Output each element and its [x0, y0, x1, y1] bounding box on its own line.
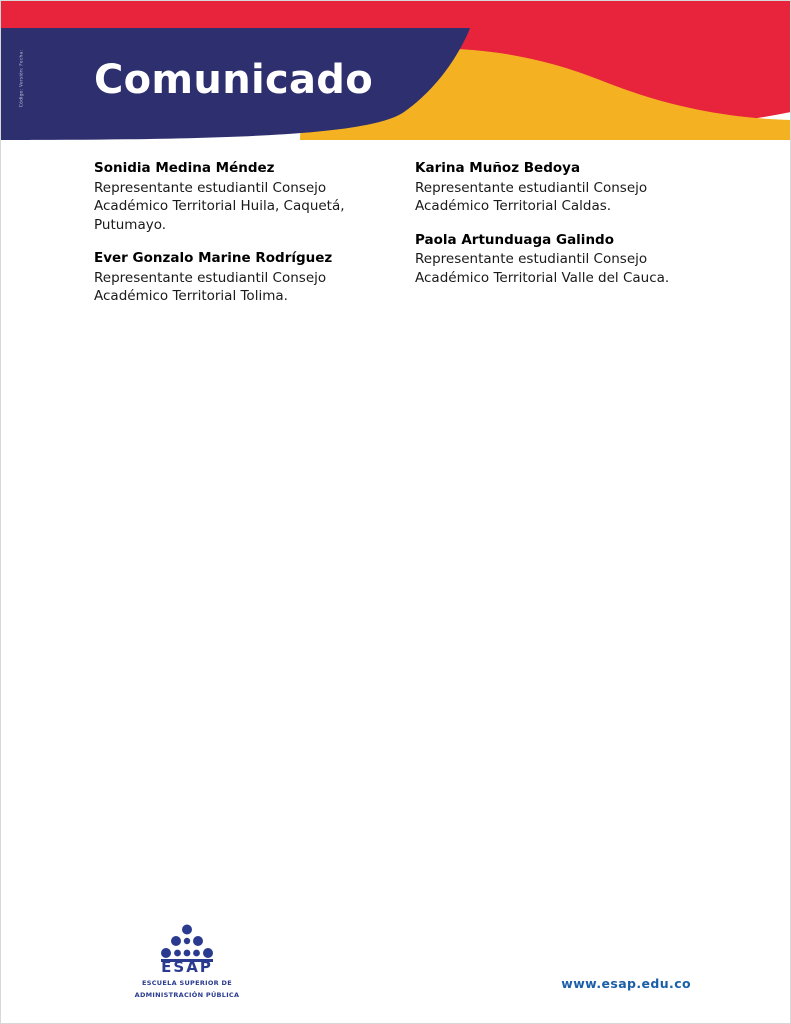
header-banner — [0, 0, 791, 140]
side-code-strip — [6, 34, 24, 134]
column-right — [415, 160, 713, 287]
representative-entry — [415, 232, 713, 288]
representative-role: Representante estudiantil Consejo Académico Territorial Caldas. — [415, 179, 648, 215]
esap-subtitle-line2: ADMINISTRACIÓN PÚBLICA — [134, 991, 240, 1000]
footer — [0, 904, 791, 1024]
column-left — [94, 160, 392, 305]
representative-role: Representante estudiantil Consejo Académico Territorial Tolima. — [94, 269, 327, 305]
representative-name: Ever Gonzalo Marine Rodríguez — [94, 249, 333, 266]
side-code-text: Código: Versión: Fecha: — [19, 49, 25, 108]
esap-wordmark: ESAP — [161, 958, 213, 977]
representative-name: Sonidia Medina Méndez — [94, 160, 275, 176]
representative-entry — [94, 250, 392, 306]
page-title: Comunicado — [94, 57, 373, 103]
representative-role: Representante estudiantil Consejo Académico Territorial Huila, Caquetá, Putumayo. — [94, 179, 345, 233]
representative-role: Representante estudiantil Consejo Académico Territorial Valle del Cauca. — [415, 251, 670, 286]
representative-name: Paola Artunduaga Galindo — [415, 231, 614, 248]
esap-logo — [92, 924, 282, 1000]
website-link[interactable]: www.esap.edu.co — [561, 976, 691, 991]
representative-entry — [94, 160, 392, 234]
esap-subtitle-line1: ESCUELA SUPERIOR DE — [142, 979, 232, 988]
representative-entry — [415, 160, 713, 216]
content-area — [0, 160, 791, 305]
representative-name: Karina Muñoz Bedoya — [415, 160, 581, 176]
representatives-columns — [0, 160, 791, 305]
